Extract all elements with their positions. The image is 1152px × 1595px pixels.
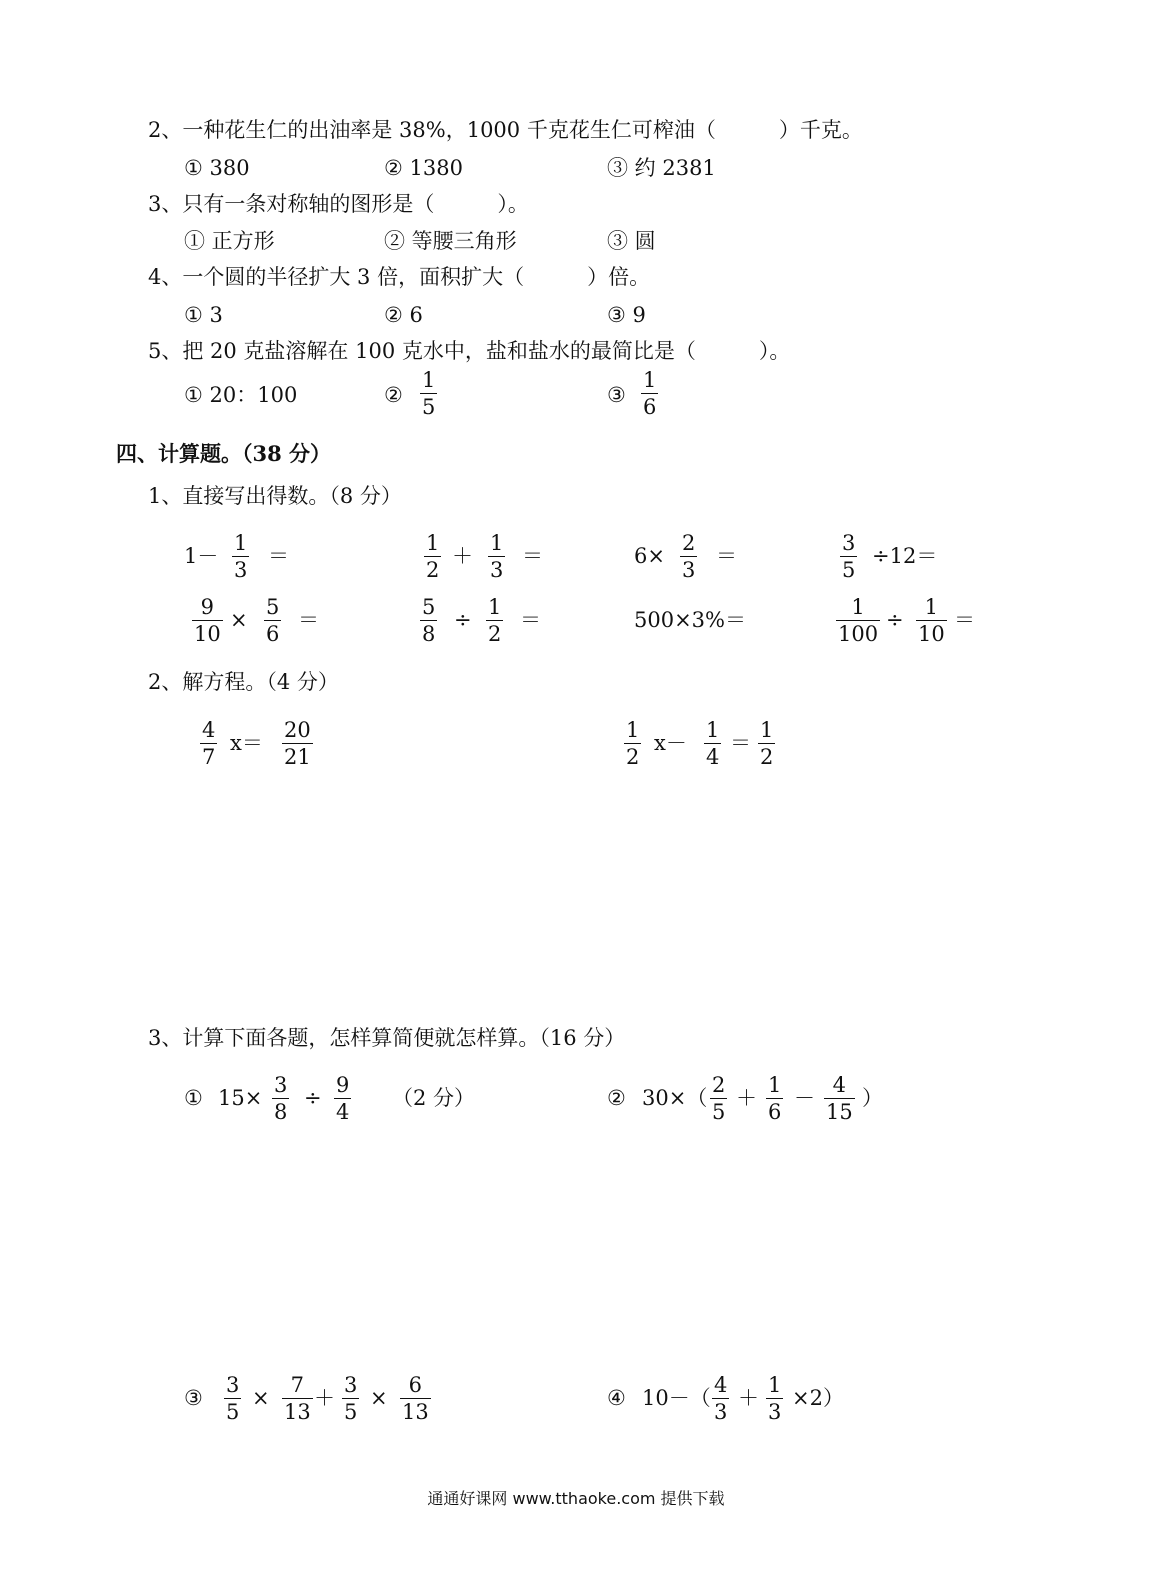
denominator: 100 — [838, 622, 879, 646]
numerator: 3 — [344, 1373, 358, 1397]
part1-title: 1、直接写出得数。（8 分） — [148, 484, 402, 508]
denominator: 5 — [344, 1400, 358, 1424]
p3-operator-2: ＋ — [314, 1386, 335, 1410]
eq1-fraction-1 — [200, 720, 217, 768]
e1-prefix: 1－ — [184, 544, 219, 568]
p1-fraction-2 — [334, 1075, 351, 1123]
p2-operator-1: ＋ — [736, 1086, 757, 1110]
numerator: 4 — [202, 718, 216, 742]
p3-fraction-1 — [224, 1375, 241, 1423]
denominator: 21 — [284, 745, 311, 769]
numerator: 1 — [851, 595, 865, 619]
q2-option-1: ① 380 — [184, 156, 250, 180]
question-3: 3、只有一条对称轴的图形是（ ）。 — [148, 192, 529, 216]
numerator: 9 — [200, 595, 215, 619]
e6-fraction-2 — [486, 597, 503, 645]
question-4: 4、一个圆的半径扩大 3 倍，面积扩大（ ）倍。 — [148, 265, 651, 289]
denominator: 3 — [714, 1400, 728, 1424]
p1-mark: ① — [184, 1086, 203, 1110]
e5-operator: × — [230, 608, 248, 632]
e2-fraction-1 — [424, 533, 441, 581]
p4-fraction-1 — [712, 1375, 729, 1423]
p1-score: （2 分） — [392, 1086, 476, 1110]
p3-fraction-2 — [282, 1375, 313, 1423]
denominator: 5 — [226, 1400, 240, 1424]
eq2-middle-1: x－ — [654, 731, 687, 755]
denominator: 2 — [626, 745, 640, 769]
q3-option-1: ① 正方形 — [184, 229, 275, 253]
denominator: 6 — [643, 395, 657, 419]
numerator: 1 — [490, 531, 504, 555]
footer-text: 通通好课网 www.tthaoke.com 提供下载 — [427, 1489, 725, 1508]
numerator: 1 — [768, 1373, 782, 1397]
denominator: 5 — [712, 1100, 726, 1124]
numerator: 4 — [714, 1373, 728, 1397]
denominator: 2 — [488, 622, 502, 646]
denominator: 8 — [422, 622, 436, 646]
p3-operator-1: × — [252, 1386, 270, 1410]
e5-fraction-2 — [264, 597, 281, 645]
eq2-fraction-3 — [758, 720, 775, 768]
q5-option-1: ① 20：100 — [184, 383, 298, 407]
eq2-fraction-2 — [704, 720, 721, 768]
p1-fraction-1 — [272, 1075, 289, 1123]
numerator: 20 — [284, 718, 311, 742]
numerator: 1 — [422, 368, 436, 392]
eq1-fraction-2 — [282, 720, 313, 768]
part2-title: 2、解方程。（4 分） — [148, 670, 339, 694]
numerator: 2 — [712, 1073, 726, 1097]
e4-rest: ÷12＝ — [872, 544, 938, 568]
eq1-middle: x＝ — [230, 731, 263, 755]
section-title: 四、计算题。（38 分） — [116, 441, 332, 466]
denominator: 6 — [768, 1100, 782, 1124]
p3-fraction-4 — [400, 1375, 431, 1423]
e5-fraction-1 — [192, 597, 223, 645]
e7-expression: 500×3%＝ — [634, 608, 746, 632]
p4-mark: ④ — [607, 1386, 626, 1410]
p2-fraction-3 — [824, 1075, 855, 1123]
e3-fraction — [680, 533, 697, 581]
denominator: 5 — [842, 558, 856, 582]
p4-operator: ＋ — [738, 1386, 759, 1410]
q5-option-3-fraction — [641, 370, 658, 418]
e1-fraction — [232, 533, 249, 581]
p1-prefix: 15× — [218, 1086, 263, 1110]
q5-option-3-mark: ③ — [607, 383, 626, 407]
q5-option-2-fraction — [420, 370, 437, 418]
e3-prefix: 6× — [634, 544, 665, 568]
q4-option-1: ① 3 — [184, 303, 223, 327]
e8-operator: ÷ — [886, 608, 904, 632]
p2-fraction-2 — [766, 1075, 783, 1123]
numerator: 1 — [488, 595, 502, 619]
numerator: 1 — [768, 1073, 782, 1097]
denominator: 13 — [284, 1400, 311, 1424]
e8-equals: ＝ — [954, 608, 975, 632]
eq2-middle-2: ＝ — [730, 731, 751, 755]
q4-option-2: ② 6 — [384, 303, 423, 327]
numerator: 1 — [643, 368, 657, 392]
numerator: 3 — [842, 531, 856, 555]
p2-close: ） — [862, 1086, 883, 1110]
p4-fraction-2 — [766, 1375, 783, 1423]
p2-prefix: 30×（ — [642, 1086, 708, 1110]
p3-fraction-3 — [342, 1375, 359, 1423]
denominator: 3 — [490, 558, 504, 582]
denominator: 2 — [760, 745, 774, 769]
q2-option-3: ③ 约 2381 — [607, 156, 716, 180]
q4-option-3: ③ 9 — [607, 303, 646, 327]
denominator: 4 — [706, 745, 720, 769]
numerator: 1 — [426, 531, 440, 555]
p3-mark: ③ — [184, 1386, 203, 1410]
e6-fraction-1 — [420, 597, 437, 645]
q3-option-2: ② 等腰三角形 — [384, 229, 517, 253]
e3-equals: ＝ — [716, 544, 737, 568]
numerator: 4 — [832, 1073, 847, 1097]
e6-operator: ÷ — [454, 608, 472, 632]
denominator: 3 — [682, 558, 696, 582]
numerator: 1 — [234, 531, 248, 555]
q5-option-2-mark: ② — [384, 383, 403, 407]
q2-option-2: ② 1380 — [384, 156, 463, 180]
denominator: 15 — [826, 1100, 853, 1124]
p4-prefix: 10－（ — [642, 1386, 711, 1410]
e2-fraction-2 — [488, 533, 505, 581]
numerator: 1 — [626, 718, 640, 742]
denominator: 3 — [768, 1400, 782, 1424]
denominator: 2 — [426, 558, 440, 582]
denominator: 5 — [422, 395, 436, 419]
numerator: 5 — [422, 595, 436, 619]
p1-operator: ÷ — [304, 1086, 322, 1110]
e1-equals: ＝ — [268, 544, 289, 568]
numerator: 3 — [226, 1373, 240, 1397]
denominator: 13 — [402, 1400, 429, 1424]
e5-equals: ＝ — [298, 608, 319, 632]
e8-fraction-1 — [836, 597, 880, 645]
e4-fraction — [840, 533, 857, 581]
denominator: 8 — [274, 1100, 288, 1124]
numerator: 5 — [266, 595, 280, 619]
denominator: 4 — [336, 1100, 350, 1124]
denominator: 7 — [202, 745, 216, 769]
denominator: 3 — [234, 558, 248, 582]
numerator: 1 — [924, 595, 939, 619]
e6-equals: ＝ — [520, 608, 541, 632]
numerator: 1 — [706, 718, 720, 742]
question-2: 2、一种花生仁的出油率是 38%，1000 千克花生仁可榨油（ ）千克。 — [148, 118, 863, 142]
numerator: 7 — [290, 1373, 305, 1397]
e2-operator: ＋ — [452, 544, 473, 568]
p2-mark: ② — [607, 1086, 626, 1110]
p2-fraction-1 — [710, 1075, 727, 1123]
numerator: 2 — [682, 531, 696, 555]
denominator: 10 — [918, 622, 945, 646]
p2-operator-2: － — [794, 1086, 815, 1110]
numerator: 9 — [336, 1073, 350, 1097]
eq2-fraction-1 — [624, 720, 641, 768]
denominator: 6 — [266, 622, 280, 646]
denominator: 10 — [194, 622, 221, 646]
e8-fraction-2 — [916, 597, 947, 645]
p3-operator-3: × — [370, 1386, 388, 1410]
p4-suffix: ×2） — [792, 1386, 844, 1410]
numerator: 6 — [408, 1373, 423, 1397]
part3-title: 3、计算下面各题，怎样算简便就怎样算。（16 分） — [148, 1026, 626, 1050]
e2-equals: ＝ — [522, 544, 543, 568]
question-5: 5、把 20 克盐溶解在 100 克水中，盐和盐水的最简比是（ ）。 — [148, 339, 791, 363]
q3-option-3: ③ 圆 — [607, 229, 656, 253]
numerator: 3 — [274, 1073, 288, 1097]
numerator: 1 — [760, 718, 774, 742]
